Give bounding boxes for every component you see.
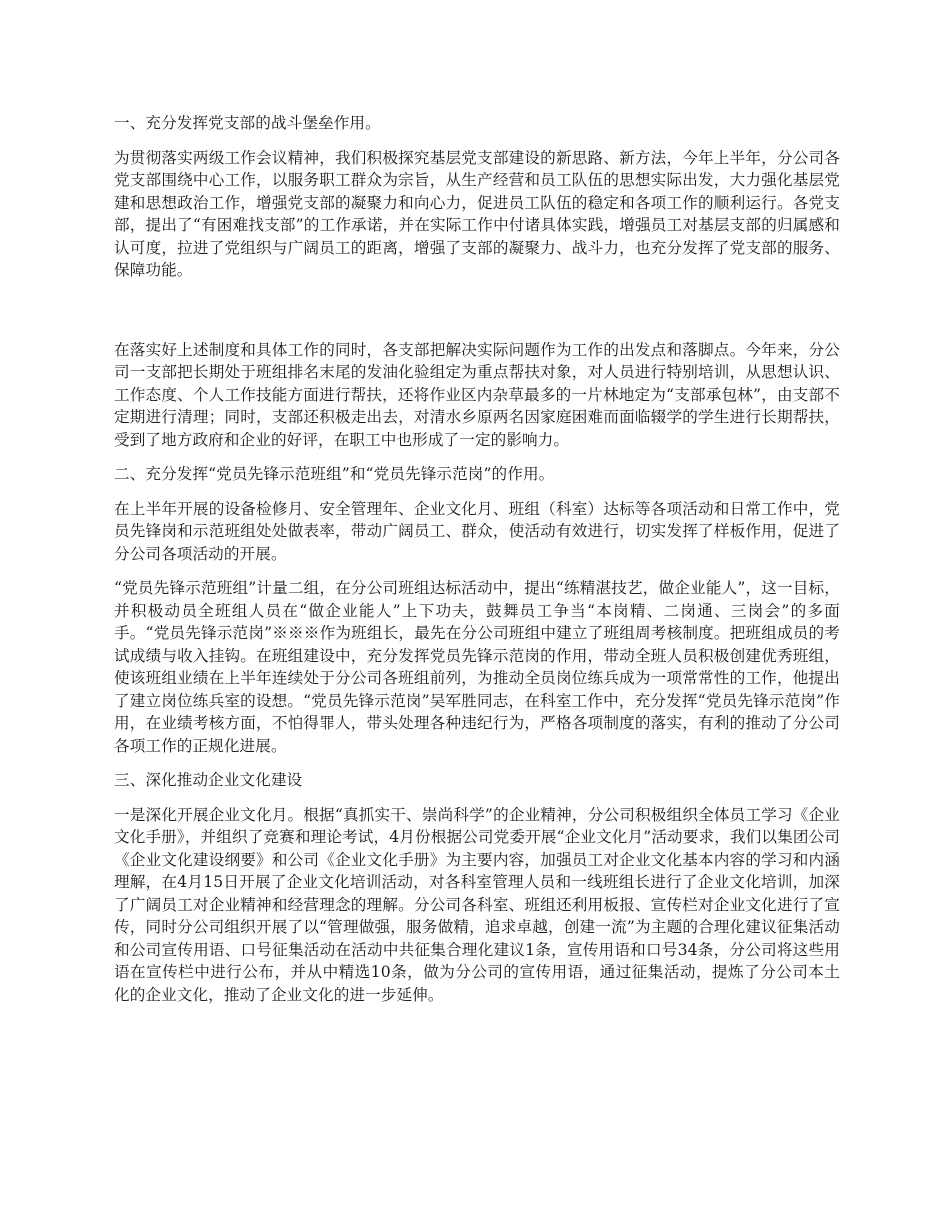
- section-1-heading: 一、充分发挥党支部的战斗堡垒作用。: [114, 114, 381, 132]
- document-body: [114, 112, 840, 1006]
- section-2-paragraph-1: 在上半年开展的设备检修月、安全管理年、企业文化月、班组（科室）达标等各项活动和日常工作中，党员先锋岗和示范班组处处做表率，带动广阔员工、群众，使活动有效进行，切实发挥了样板作用，促进了分公司各项活动的开展。: [114, 499, 840, 563]
- section-3-paragraph-1: 一是深化开展企业文化月。根据“真抓实干、崇尚科学”的企业精神，分公司积极组织全体员工学习《企业文化手册》，并组织了竞赛和理论考试，4月份根据公司党委开展“企业文化月”活动要求，我们以集团公司《企业文化建设纲要》和公司《企业文化手册》为主要内容，加强员工对企业文化基本内容的学习和内涵理解，在4月15日开展了企业文化培训活动，对各科室管理人员和一线班组长进行了企业文化培训，加深了广阔员工对企业精神和经营理念的理解。分公司各科室、班组还利用板报、宣传栏对企业文化进行了宣传，同时分公司组织开展了以“管理做强，服务做精，追求卓越，创建一流”为主题的合理化建议征集活动和公司宣传用语、口号征集活动在活动中共征集合理化建议1条，宣传用语和口号34条，分公司将这些用语在宣传栏中进行公布，并从中精选10条，做为分公司的宣传用语，通过征集活动，提炼了分公司本土化的企业文化，推动了企业文化的进一步延伸。: [114, 805, 840, 1004]
- section-1-paragraph-2: 在落实好上述制度和具体工作的同时，各支部把解决实际问题作为工作的出发点和落脚点。今年来，分公司一支部把长期处于班组排名末尾的发油化验组定为重点帮扶对象，对人员进行特别培训，从思想认识、工作态度、个人工作技能方面进行帮扶，还将作业区内杂草最多的一片林地定为“支部承包林”，由支部不定期进行清理；同时，支部还积极走出去，对清水乡原两名因家庭困难而面临辍学的学生进行长期帮扶，受到了地方政府和企业的好评，在职工中也形成了一定的影响力。: [114, 340, 840, 449]
- section-2-heading: 二、充分发挥“党员先锋示范班组”和“党员先锋示范岗”的作用。: [114, 465, 555, 483]
- section-1-paragraph-1: 为贯彻落实两级工作会议精神，我们积极探究基层党支部建设的新思路、新方法，今年上半年，分公司各党支部围绕中心工作，以服务职工群众为宗旨，从生产经营和员工队伍的思想实际出发，大力强化基层党建和思想政治工作，增强党支部的凝聚力和向心力，促进员工队伍的稳定和各项工作的顺利运行。各党支部，提出了“有困难找支部”的工作承诺，并在实际工作中付诸具体实践，增强员工对基层支部的归属感和认可度，拉进了党组织与广阔员工的距离，增强了支部的凝聚力、战斗力，也充分发挥了党支部的服务、保障功能。: [114, 148, 840, 279]
- section-2-paragraph-2: “党员先锋示范班组”计量二组，在分公司班组达标活动中，提出“练精湛技艺，做企业能人”，这一目标，并积极动员全班组人员在“做企业能人”上下功夫，鼓舞员工争当“本岗精、二岗通、三岗会”的多面手。“党员先锋示范岗”※※※作为班组长，最先在分公司班组中建立了班组周考核制度。把班组成员的考试成绩与收入挂钩。在班组建设中，充分发挥党员先锋示范岗的作用，带动全班人员积极创建优秀班组，使该班组业绩在上半年连续处于分公司各班组前列，为推动全员岗位练兵成为一项常常性的工作，他提出了建立岗位练兵室的设想。“党员先锋示范岗”吴军胜同志，在科室工作中，充分发挥“党员先锋示范岗”作用，在业绩考核方面，不怕得罪人，带头处理各种违纪行为，严格各项制度的落实，有利的推动了分公司各项工作的正规化进展。: [114, 579, 840, 755]
- section-3-heading: 三、深化推动企业文化建设: [114, 771, 303, 789]
